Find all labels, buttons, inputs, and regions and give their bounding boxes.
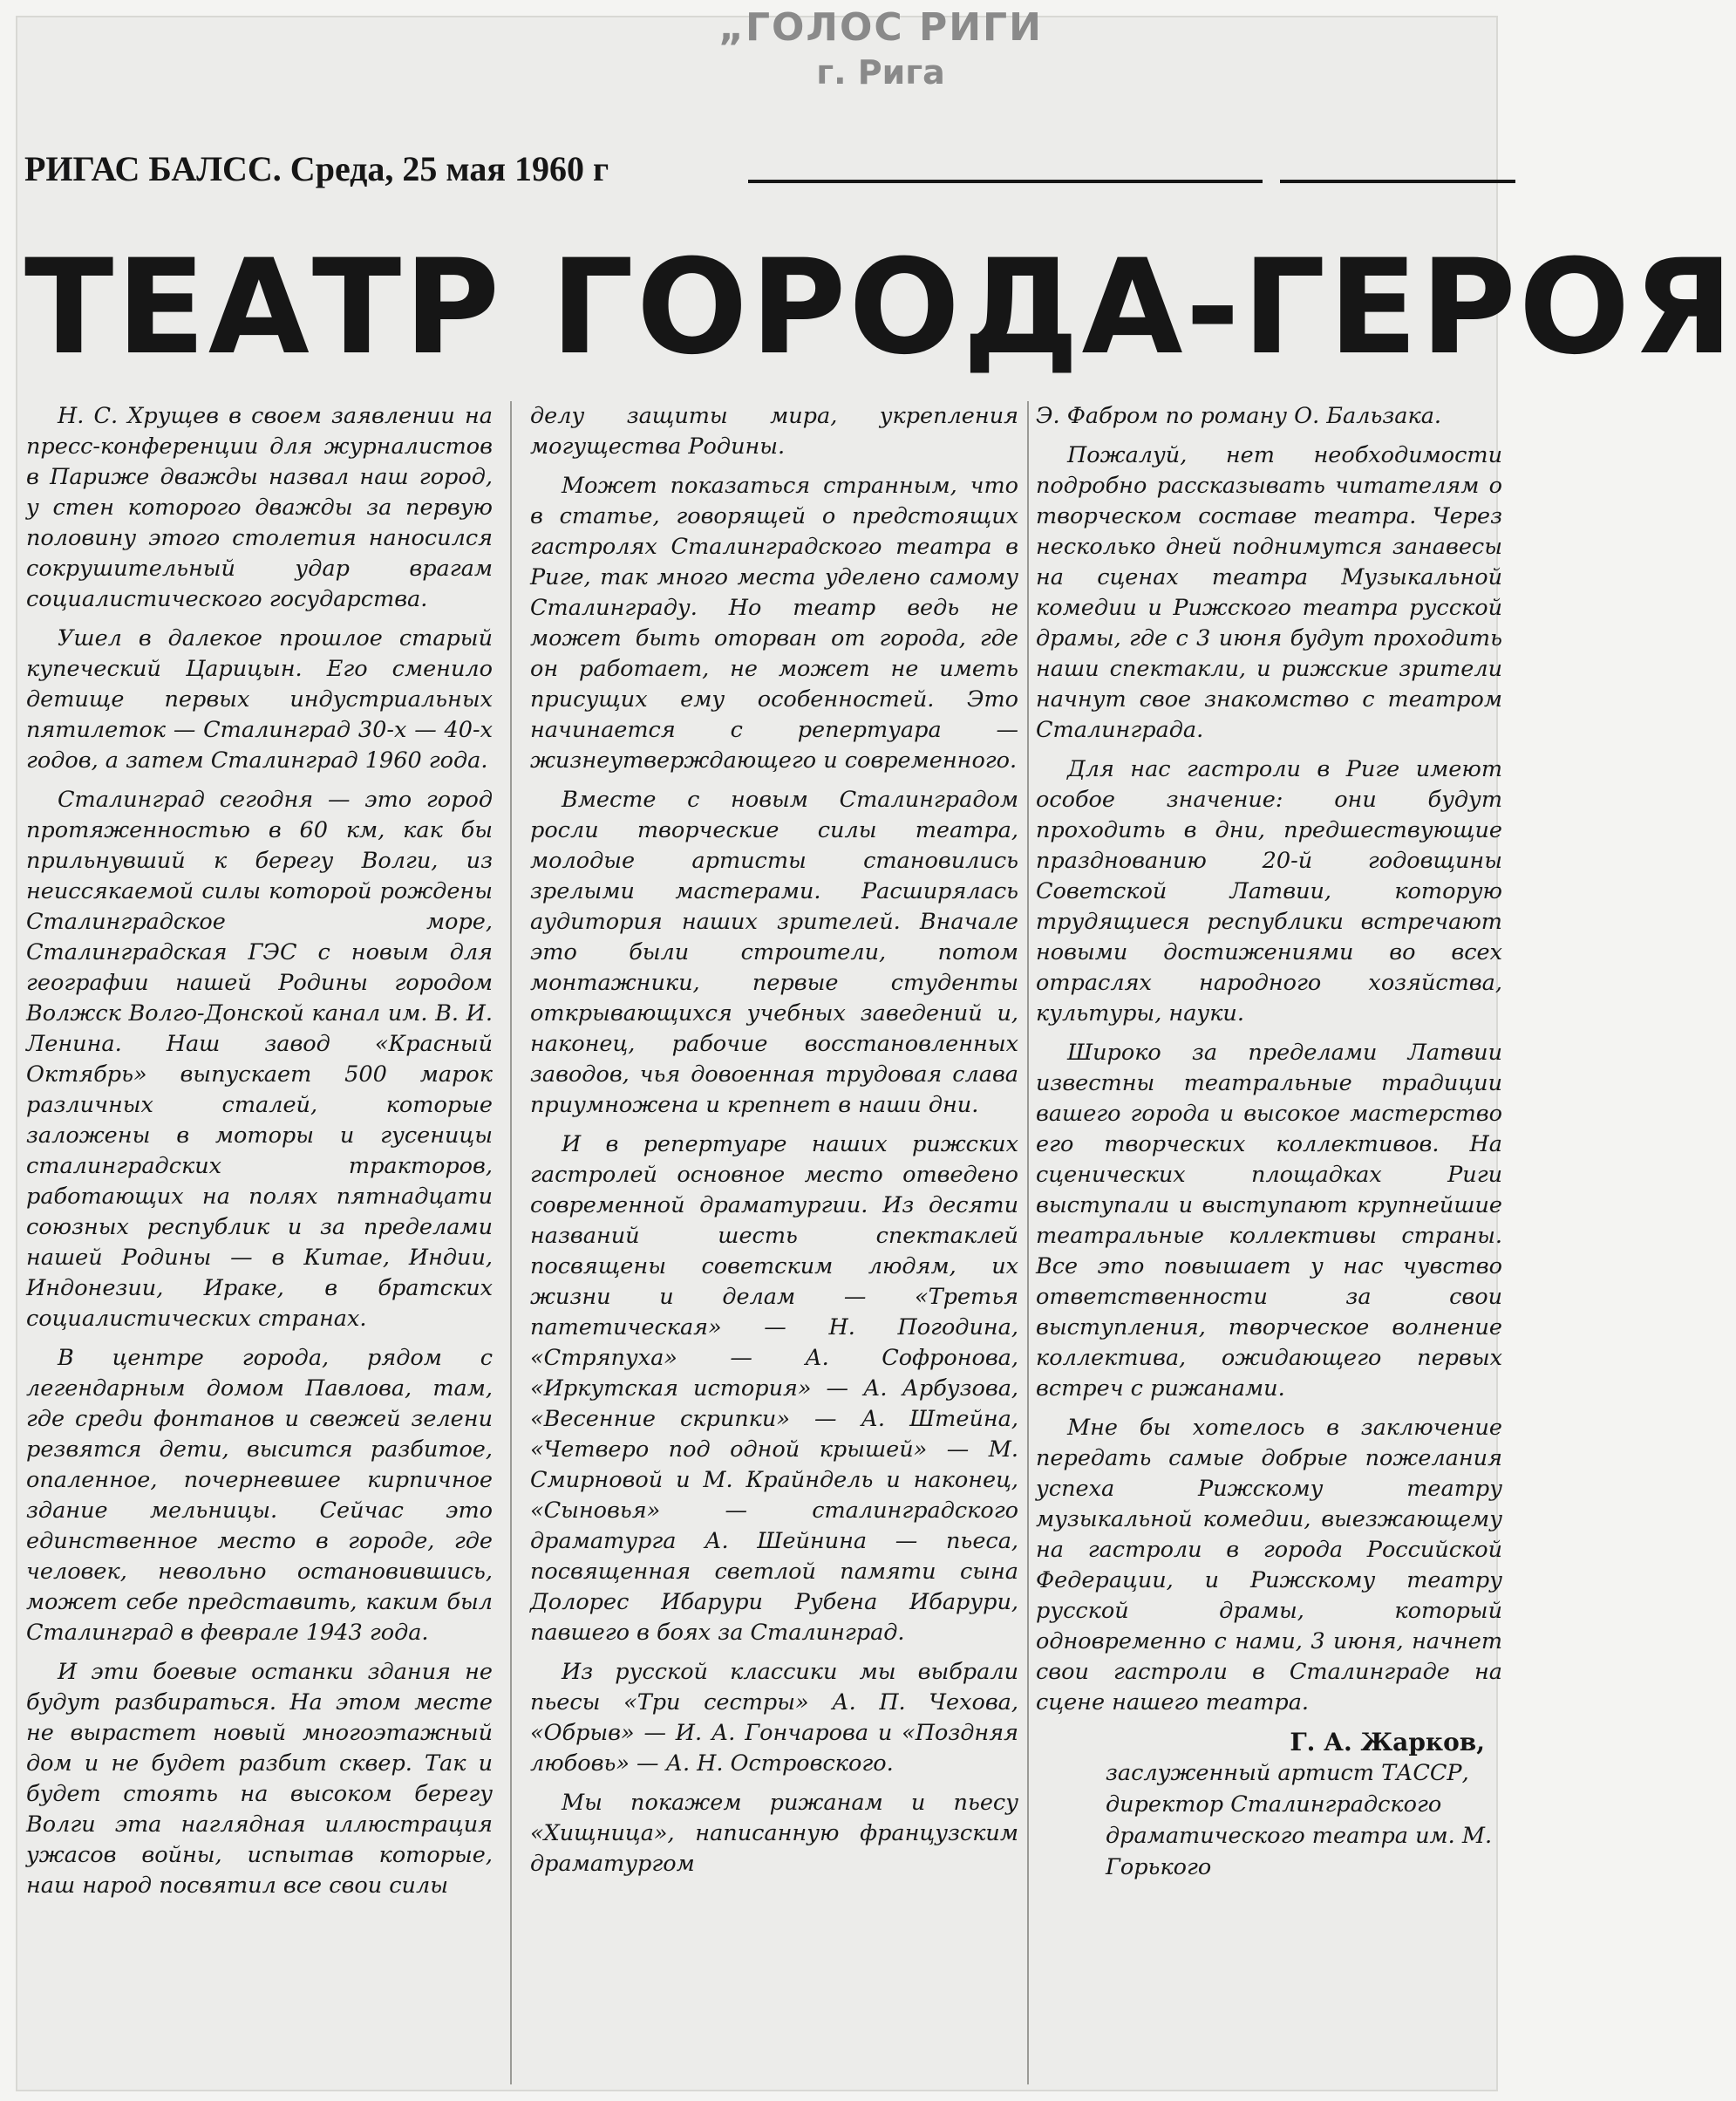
paragraph: Пожалуй, нет необходимости подробно рассказывать читателям о творческом составе театра. Через несколько дней поднимутся занавесы на сценах театра Музыкальной комедии и Рижского театра русской драмы, где с 3 июня будут проходить наши спектакли, и рижские зрители начнут свое знакомство с театром Сталинграда. bbox=[1036, 442, 1502, 743]
stamp-line-1: „ГОЛОС РИГИ bbox=[718, 5, 1043, 50]
paragraph: Вместе с новым Сталинградом росли творческие силы театра, молодые артисты становились зрелыми мастерами. Расширялась аудитория наших зрителей. Вначале это были строители, потом монтажники, первые студенты открывающихся учебных заведений и, наконец, рабочие восстановленных заводов, чья довоенная трудовая слава приумножена и крепнет в наши дни. bbox=[530, 787, 1018, 1118]
paragraph: Для нас гастроли в Риге имеют особое значение: они будут проходить в дни, предшествующие празднованию 20-й годовщины Советской Латвии, которую трудящиеся республики встречают новыми достижениями во всех отраслях народного хозяйства, культуры, науки. bbox=[1036, 756, 1502, 1027]
dateline-rule bbox=[748, 180, 1263, 183]
column-3 bbox=[1036, 401, 1502, 2084]
paragraph: В центре города, рядом с легендарным домом Павлова, там, где среди фонтанов и свежей зелени резвятся дети, высится разбитое, опаленное, почерневшее кирпичное здание мельницы. Сейчас это единственное место в городе, где человек, невольно остановившись, может себе представить, каким был Сталинград в феврале 1943 года. bbox=[26, 1345, 493, 1646]
headline: ТЕАТР ГОРОДА-ГЕРОЯ bbox=[24, 232, 1736, 384]
paragraph: Может показаться странным, что в статье, говорящей о предстоящих гастролях Сталинградского театра в Риге, так много места уделено самому Сталинграду. Но театр ведь не может быть оторван от города, где он работает, не может не иметь присущих ему особенностей. Это начинается с репертуара — жизнеутверждающего и современного. bbox=[530, 473, 1018, 774]
author-name: Г. А. Жарков, bbox=[1290, 1728, 1485, 1757]
paragraph: И в репертуаре наших рижских гастролей основное место отведено современной драматургии. Из десяти названий шесть спектаклей посвящены советским людям, их жизни и делам — «Третья патетическая» — Н. Погодина, «Стряпуха» — А. Софронова, «Иркутская история» — А. Арбузова, «Весенние скрипки» — А. Штейна, «Четверо под одной крышей» — М. Смирновой и М. Крайндель и наконец, «Сыновья» — сталинградского драматурга А. Шейнина — пьеса, посвященная светлой памяти сына Долорес Ибарури Рубена Ибарури, павшего в боях за Сталинград. bbox=[530, 1131, 1018, 1646]
paragraph: Н. С. Хрущев в своем заявлении на пресс-конференции для журналистов в Париже дважды назвал наш город, у стен которого дважды за первую половину этого столетия наносился сокрушительный удар врагам социалистического государства. bbox=[26, 403, 493, 612]
paragraph: Ушел в далекое прошлое старый купеческий Царицын. Его сменило детище первых индустриальных пятилеток — Сталинград 30-х — 40-х годов, а затем Сталинград 1960 года. bbox=[26, 625, 493, 774]
paragraph: Э. Фабром по роману О. Бальзака. bbox=[1036, 403, 1442, 429]
paragraph: Широко за пределами Латвии известны театральные традиции вашего города и высокое мастерство его творческих коллективов. На сценических площадках Риги выступали и выступают крупнейшие театральные коллективы страны. Все это повышает у нас чувство ответственности за свои выступления, творческое волнение коллектива, ожидающего первых встреч с рижанами. bbox=[1036, 1040, 1502, 1402]
stamp-line-2: г. Рига bbox=[816, 53, 945, 92]
author-description: заслуженный артист ТАССР, директор Сталинградского драматического театра им. М. Горького bbox=[1106, 1760, 1493, 1880]
dateline-text: РИГАС БАЛСС. Среда, 25 мая 1960 г bbox=[24, 149, 609, 188]
column-1 bbox=[26, 401, 493, 2084]
dateline bbox=[24, 148, 1489, 192]
dateline-rule bbox=[1280, 180, 1515, 183]
paragraph: Мне бы хотелось в заключение передать самые добрые пожелания успеха Рижскому театру музыкальной комедии, выезжающему на гастроли в города Российской Федерации, и Рижскому театру русской драмы, который одновременно с нами, 3 июня, начнет свои гастроли в Сталинграде на сцене нашего театра. bbox=[1036, 1415, 1502, 1716]
paragraph: Из русской классики мы выбрали пьесы «Три сестры» А. П. Чехова, «Обрыв» — И. А. Гончарова и «Поздняя любовь» — А. Н. Островского. bbox=[530, 1659, 1018, 1777]
column-divider bbox=[1027, 401, 1029, 2084]
article-body bbox=[26, 401, 1500, 2084]
paragraph: Сталинград сегодня — это город протяженностью в 60 км, как бы прильнувший к берегу Волги, из неиссякаемой силы которой рождены Сталинградское море, Сталинградская ГЭС с новым для географии нашей Родины городом Волжск Волго-Донской канал им. В. И. Ленина. Наш завод «Красный Октябрь» выпускает 500 марок различных сталей, которые заложены в моторы и гусеницы сталинградских тракторов, работающих на полях пятнадцати союзных республик и за пределами нашей Родины — в Китае, Индии, Индонезии, Ираке, в братских социалистических странах. bbox=[26, 787, 493, 1332]
paragraph: делу защиты мира, укрепления могущества Родины. bbox=[530, 403, 1018, 460]
paragraph: И эти боевые останки здания не будут разбираться. На этом месте не вырастет новый многоэтажный дом и не будет разбит сквер. Так и будет стоять на высоком берегу Волги эта наглядная иллюстрация ужасов войны, испытав которые, наш народ посвятил все свои силы bbox=[26, 1659, 493, 1899]
library-stamp bbox=[698, 5, 1064, 92]
paragraph: Мы покажем рижанам и пьесу «Хищница», написанную французским драматургом bbox=[530, 1790, 1018, 1877]
column-2 bbox=[530, 401, 1018, 2084]
column-divider bbox=[510, 401, 512, 2084]
